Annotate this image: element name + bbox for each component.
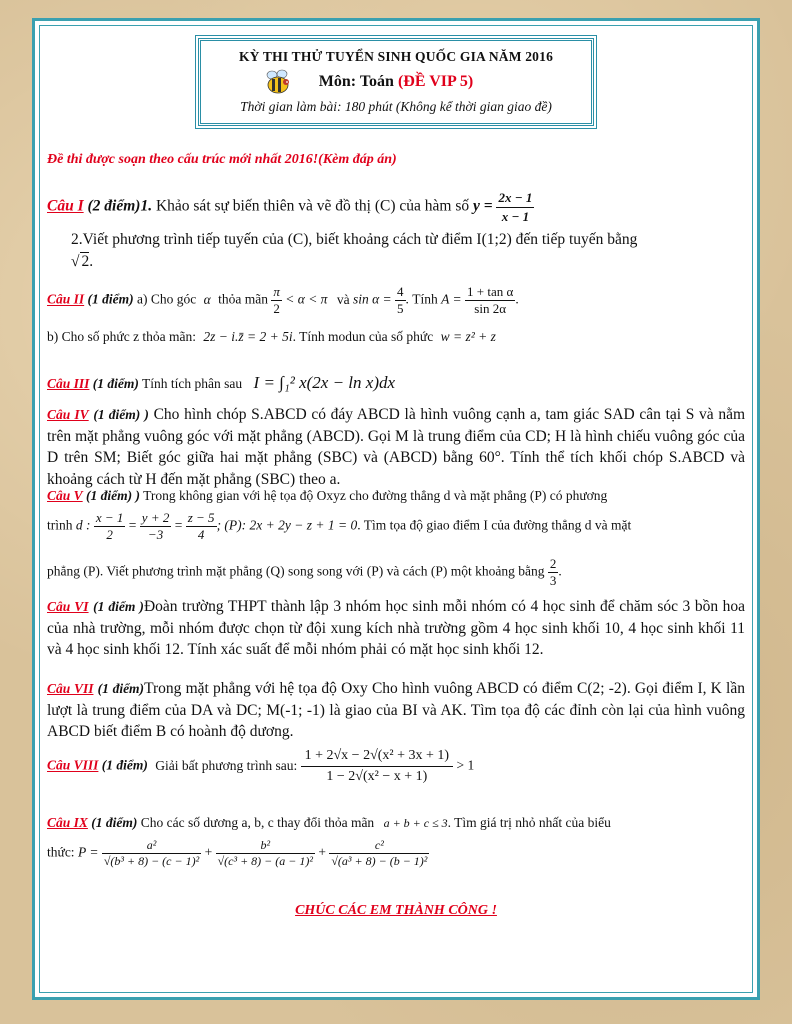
q1-text1: Khảo sát sự biến thiên và vẽ đồ thị (C) của hàm số — [155, 197, 470, 215]
closing-message: CHÚC CÁC EM THÀNH CÔNG ! — [295, 903, 497, 918]
question-2: Câu II (1 điểm) a) Cho góc α thỏa mãn $\frac{\pi}{2}$ < α < π và sin α = $\frac{4}{5}$ . Tính A = $\frac{\text{1 + tan α}}{\sin 2\alpha}$ . — [47, 284, 519, 316]
q2-sin-frac: $\frac{4}{5}$ — [397, 284, 404, 316]
exam-subject — [201, 73, 591, 91]
q1-fn-lhs: y = — [473, 197, 493, 215]
q2-b-text: b) Cho số phức z thỏa mãn: — [47, 329, 197, 344]
q5-d-frac3: $\frac{z - 5}{4}$ — [187, 510, 215, 542]
exam-header — [198, 38, 594, 126]
q5-eq-prefix: trình — [47, 517, 73, 533]
q1-label: Câu I — [47, 197, 84, 215]
q9-text1: Cho các số dương a, b, c thay đổi thỏa mãn — [140, 815, 375, 830]
q9-term1: $\frac{\text{a²}}{\text{√(b³ + 8) − (c − 1)²}}$ — [103, 838, 200, 868]
q5-dist-frac: $\frac{2}{3}$ — [549, 556, 557, 588]
q8-points: (1 điểm) — [101, 757, 148, 773]
q5-P-eq: ; (P): 2x + 2y − z + 1 = 0 — [216, 517, 358, 533]
q4-text: Cho hình chóp S.ABCD có đáy ABCD là hình vuông cạnh a, tam giác SAD cân tại S và nằm trên mặt phẳng vuông góc với mặt phẳng (ABCD). Gọi M là trung điểm của CD; H là hình chiếu vuông góc của D trên SM; Biết góc giữa hai mặt phẳng (SBC) và (ABCD) bằng 60°. Tính thể tích khối chóp S.ABCD và khoảng cách từ H đến mặt phẳng (SBC) theo a. — [47, 406, 746, 489]
q8-frac: $\frac{\text{1 + 2√x − 2√(x² + 3x + 1)}}{\text{1 − 2√(x² − x + 1)}}$ — [301, 746, 453, 787]
q2-sin-lhs: sin α = — [352, 291, 392, 307]
subject-vip: (ĐỀ VIP 5) — [397, 73, 474, 90]
q2-ineq-frac: $\frac{\pi}{2}$ — [273, 284, 280, 316]
question-6 — [47, 596, 745, 661]
q1-fn-frac — [496, 189, 534, 225]
q7-text: Trong mặt phẳng với hệ tọa độ Oxy Cho hình vuông ABCD có điểm C(2; -2). Gọi điểm I, K lần lượt là trung điểm của DA và DC; M(-1; -1) là giao của BI và AK. Tìm tọa độ các đỉnh còn lại của hình vuông ABCD biết điểm B có hoành độ dương. — [47, 680, 745, 741]
q6-label: Câu VI — [47, 599, 89, 614]
q2-b-eq: 2z − i.z̄ = 2 + 5i — [203, 329, 293, 344]
q3-points: (1 điểm) — [92, 376, 139, 391]
question-5-last: phẳng (P). Viết phương trình mặt phẳng (Q) song song với (P) và cách (P) một khoảng bằng $\frac{2}{3}$ . — [47, 556, 562, 588]
q2-ineq-rest: < α < π — [285, 291, 328, 307]
q1-fn-num: 2x − 1 — [496, 189, 534, 208]
q2-satisfy: thỏa mãn — [218, 291, 268, 307]
q2-label: Câu II — [47, 291, 85, 307]
q2-A-frac: $\frac{\text{1 + tan α}}{\sin 2\alpha}$ — [467, 284, 514, 316]
q5-d-lhs: d : — [75, 517, 91, 533]
question-3 — [47, 373, 747, 393]
q2-alpha: α — [203, 291, 211, 307]
question-1-part2: 2.Viết phương trình tiếp tuyến của (C), biết khoảng cách từ điểm I(1;2) đến tiếp tuyến bằng √ 2. — [71, 231, 638, 270]
q1-text2: 2.Viết phương trình tiếp tuyến của (C), biết khoảng cách từ điểm I(1;2) đến tiếp tuyến bằng — [71, 231, 638, 248]
subject-label: Môn: Toán — [318, 73, 394, 90]
question-1 — [47, 189, 747, 225]
question-9 — [47, 815, 745, 831]
q2-w-eq: w = z² + z — [440, 329, 496, 344]
question-5 — [47, 488, 745, 504]
exam-time: Thời gian làm bài: 180 phút (Không kể thời gian giao đề) — [240, 99, 552, 114]
q2-compute: . Tính — [405, 291, 438, 307]
q5-points: (1 điểm) ) — [86, 488, 141, 503]
q1-points: (2 điểm)1. — [87, 197, 153, 215]
q9-term3: $\frac{\text{c²}}{\text{√(a³ + 8) − (b − 1)²}}$ — [331, 838, 428, 868]
question-7 — [47, 678, 745, 743]
q4-points: (1 điểm) ) — [93, 407, 149, 422]
q4-label: Câu IV — [47, 407, 89, 422]
q9-term2: $\frac{\text{b²}}{\text{√(c³ + 8) − (a − 1)²}}$ — [217, 838, 313, 868]
q5-d-frac1: $\frac{x - 1}{2}$ — [95, 510, 124, 542]
q3-label: Câu III — [47, 376, 90, 391]
q2-A-lhs: A = — [441, 291, 462, 307]
q9-points: (1 điểm) — [91, 815, 138, 830]
q5-text3: phẳng (P). Viết phương trình mặt phẳng (Q) song song với (P) và cách (P) một khoảng bằng — [47, 563, 545, 579]
question-5-eq: trình d : $\frac{x - 1}{2}$ = $\frac{y + 2}{-3}$ = $\frac{z - 5}{4}$ ; (P): 2x + 2y − z + 1 = 0. Tìm tọa độ giao điểm I của đường thẳng d và mặt — [47, 510, 632, 542]
q8-text: Giải bất phương trình sau: — [155, 757, 298, 773]
bee-icon — [263, 69, 293, 95]
q5-text1: Trong không gian với hệ tọa độ Oxyz cho đường thẳng d và mặt phẳng (P) có phương — [143, 488, 608, 503]
exam-title: KỲ THI THỬ TUYỂN SINH QUỐC GIA NĂM 2016 — [238, 49, 554, 64]
q2-points: (1 điểm) — [87, 291, 134, 307]
question-8 — [47, 746, 745, 787]
q2-and: và — [336, 291, 350, 307]
q6-text: Đoàn trường THPT thành lập 3 nhóm học sinh mỗi nhóm có 4 học sinh để chăm sóc 3 bồn hoa của nhà trường, mỗi nhóm được chọn từ đội xung kích nhà trường gồm 4 học sinh khối 10, 4 học sinh khối 11 và 4 học sinh khối 12. Tính xác suất để mỗi nhóm phải có mặt học sinh khối 12. — [47, 598, 745, 659]
q3-integral: I = ∫₁² x(2x − ln x)dx — [253, 373, 396, 392]
q2-a-text: a) Cho góc — [137, 291, 197, 307]
q5-label: Câu V — [47, 488, 83, 503]
q5-text2: . Tìm tọa độ giao điểm I của đường thẳng d và mặt — [357, 517, 632, 533]
q7-label: Câu VII — [47, 681, 94, 696]
q2-b-text2: . Tính modun của số phức — [292, 329, 434, 344]
question-2b — [47, 329, 747, 345]
intro-note: Đề thi được soạn theo cấu trúc mới nhất 2016!(Kèm đáp án) — [47, 152, 397, 167]
q9-text2: . Tìm giá trị nhỏ nhất của biểu — [447, 815, 611, 830]
q1-fn-den: x − 1 — [501, 208, 530, 224]
q7-points: (1 điểm) — [97, 681, 145, 696]
question-4 — [47, 404, 745, 491]
q9-cond: a + b + c ≤ 3 — [383, 816, 448, 830]
q5-d-frac2: $\frac{y + 2}{-3}$ — [141, 510, 170, 542]
question-9-expr: thức: P = $\frac{\text{a²}}{\text{√(b³ + 8) − (c − 1)²}}$ + $\frac{\text{b²}}{\text{√(c³ + 8) − (a − 1)²}}$ + $\frac{\text{c²}}{\text{√(a³ + 8) − (b − 1)²}}$ — [47, 838, 428, 868]
q9-P-lhs: P = — [77, 844, 99, 860]
q8-label: Câu VIII — [47, 757, 99, 773]
q9-label: Câu IX — [47, 815, 88, 830]
q1-sqrt: √ 2 — [71, 252, 90, 270]
q6-points: (1 điểm ) — [93, 599, 144, 614]
q9-text3: thức: — [47, 844, 75, 860]
q8-rhs: > 1 — [456, 757, 475, 773]
q3-text: Tính tích phân sau — [142, 376, 243, 391]
